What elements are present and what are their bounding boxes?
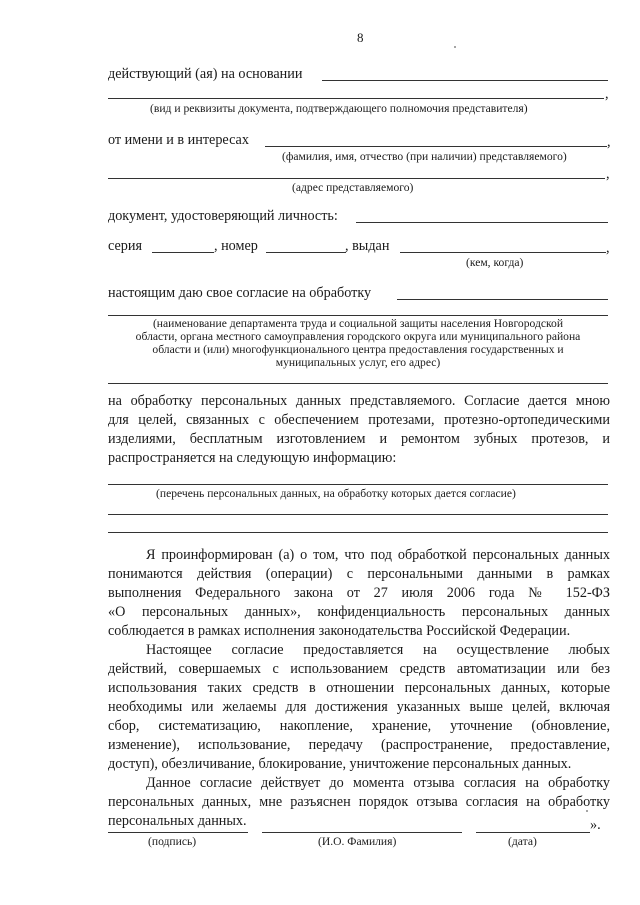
issued-caption: (кем, когда) — [466, 256, 524, 269]
on-behalf-input-line[interactable] — [265, 146, 607, 147]
date-caption: (дата) — [508, 835, 537, 848]
date-suffix: ». — [590, 817, 601, 833]
basis-comma: , — [605, 86, 609, 102]
address-input-line[interactable] — [108, 178, 605, 179]
paragraph-informed-line-3: выполнения Федерального закона от 27 июля 2006 года № 152-ФЗ — [108, 585, 610, 601]
operator-address-input-line[interactable] — [108, 383, 608, 384]
series-input-line[interactable] — [152, 252, 214, 253]
operator-caption-line-1: (наименование департамента труда и социальной защиты населения Новгородской — [152, 317, 564, 330]
acting-basis-input-line[interactable] — [322, 80, 608, 81]
pd-list-input-line-2[interactable] — [108, 514, 608, 515]
operator-caption-line-4: муниципальных услуг, его адрес) — [275, 356, 441, 369]
basis-document-input-line[interactable] — [108, 98, 604, 99]
full-name-input-line[interactable] — [262, 832, 462, 833]
operator-caption-line-3: области и (или) многофункционального центра предоставления государственных и — [152, 343, 564, 356]
operator-caption — [108, 317, 608, 369]
paragraph-purpose-line-2: для целей, связанных с обеспечением протезами, протезно-ортопедическими — [108, 412, 610, 428]
paragraph-scope-line-4: необходимы или желаемы для достижения указанных выше целей, включая — [108, 699, 610, 715]
issued-label: , выдан — [345, 238, 390, 254]
address-comma: , — [606, 166, 610, 182]
pd-list-caption: (перечень персональных данных, на обработку которых дается согласие) — [156, 487, 516, 500]
full-name-caption: (И.О. Фамилия) — [318, 835, 397, 848]
paragraph-scope-line-5: сбор, систематизацию, накопление, хранение, уточнение (обновление, — [108, 718, 610, 734]
acting-basis-label: действующий (ая) на основании — [108, 66, 303, 82]
consent-label: настоящим даю свое согласие на обработку — [108, 285, 372, 301]
paragraph-validity-line-1: Данное согласие действует до момента отзыва согласия на обработку — [146, 775, 610, 791]
operator-caption-line-2: области, органа местного самоуправления городского округа или муниципального района — [135, 330, 581, 343]
paragraph-informed-line-1: Я проинформирован (а) о том, что под обработкой персональных данных — [146, 547, 610, 563]
on-behalf-label: от имени и в интересах — [108, 132, 249, 148]
page-number: 8 — [357, 30, 364, 45]
signature-caption: (подпись) — [148, 835, 197, 848]
pd-list-input-line-3[interactable] — [108, 532, 608, 533]
id-document-label: документ, удостоверяющий личность: — [108, 208, 338, 224]
issued-comma: , — [606, 240, 610, 256]
paragraph-validity-line-3: персональных данных. — [108, 813, 247, 829]
basis-caption: (вид и реквизиты документа, подтверждающего полномочия представителя) — [150, 102, 528, 115]
operator-input-line[interactable] — [108, 315, 608, 316]
on-behalf-comma: , — [607, 134, 611, 150]
id-document-input-line[interactable] — [356, 222, 608, 223]
paragraph-scope-line-3: использования таких средств в отношении персональных данных, которые — [108, 680, 610, 696]
paragraph-validity-line-2: персональных данных, мне разъяснен порядок отзыва согласия на обработку — [108, 794, 610, 810]
paragraph-informed-line-5: соблюдается в рамках исполнения законодательства Российской Федерации. — [108, 623, 571, 639]
paragraph-scope-line-7: доступ), обезличивание, блокирование, уничтожение персональных данных. — [108, 756, 572, 772]
on-behalf-caption: (фамилия, имя, отчество (при наличии) представляемого) — [282, 150, 567, 163]
paragraph-scope-line-6: изменение), использование, передачу (распространение, предоставление, — [108, 737, 610, 753]
scan-speck — [454, 46, 456, 48]
paragraph-purpose-line-1: на обработку персональных данных представляемого. Согласие дается мною — [108, 393, 610, 409]
paragraph-informed-line-2: понимаются действия (операции) с персональными данными в рамках — [108, 566, 610, 582]
paragraph-purpose-line-4: распространяется на следующую информацию: — [108, 450, 397, 466]
series-label: серия — [108, 238, 142, 254]
pd-list-input-line-1[interactable] — [108, 484, 608, 485]
signature-input-line[interactable] — [108, 832, 248, 833]
paragraph-purpose-line-3: изделиями, бесплатным изготовлением и ремонтом зубных протезов, и — [108, 431, 610, 447]
paragraph-informed-line-4: «О персональных данных», конфиденциальность персональных данных — [108, 604, 610, 620]
address-caption: (адрес представляемого) — [292, 181, 414, 194]
number-label: , номер — [214, 238, 258, 254]
number-input-line[interactable] — [266, 252, 346, 253]
paragraph-scope-line-1: Настоящее согласие предоставляется на осуществление любых — [146, 642, 610, 658]
date-input-line[interactable] — [476, 832, 590, 833]
issued-input-line[interactable] — [400, 252, 606, 253]
consent-input-line[interactable] — [397, 299, 608, 300]
paragraph-scope-line-2: действий, совершаемых с использованием средств автоматизации или без — [108, 661, 610, 677]
scan-speck — [586, 810, 588, 812]
